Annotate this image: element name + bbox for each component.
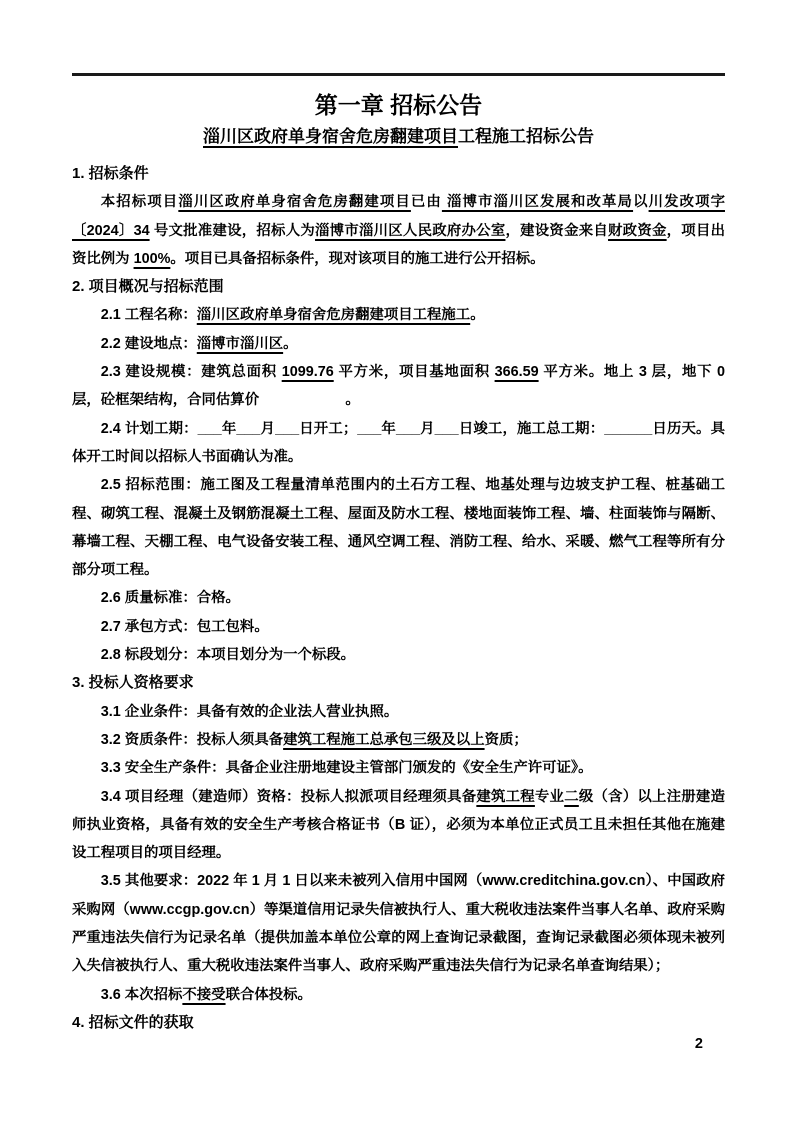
text-segment: 已由 — [410, 194, 442, 211]
text-segment: 平方米。地上 3 层，地下 0 层，砼框架结构，合同估算价 。 — [72, 364, 729, 409]
text-segment: 3.2 资质条件：投标人须具备 — [100, 731, 284, 748]
underlined-value: 淄川区政府单身宿舍危房翻建项目工程施工 — [196, 307, 471, 324]
section-2-heading — [72, 273, 725, 301]
clause-3-1-enterprise — [72, 698, 725, 726]
text-segment: 联合体投标。 — [225, 986, 312, 1003]
text-segment: 1. 招标条件 — [72, 165, 149, 182]
clause-3-5-other-requirements — [72, 867, 725, 980]
clause-2-2-location — [72, 330, 725, 358]
text-segment: 资质； — [484, 731, 528, 748]
text-segment: 本招标项目 — [100, 194, 179, 211]
text-segment: 。 — [283, 335, 298, 352]
text-segment: 级（含）以上注册建造师执业资格，具备有效的安全生产考核合格证书（B 证），必须为本单位正式员工且未担任其他在施建设工程项目的项目经理。 — [72, 788, 725, 862]
text-segment: 2.3 建设规模：建筑总面积 — [100, 364, 282, 381]
underlined-value: 建筑工程 — [476, 788, 535, 805]
underlined-value: 淄博市淄川区人民政府办公室 — [315, 222, 506, 239]
underlined-value: 二 — [564, 788, 579, 805]
underlined-value: 川发改项字〔2024〕34 — [72, 194, 725, 239]
text-segment: 4. 招标文件的获取 — [72, 1013, 194, 1031]
clause-3-4-project-manager — [72, 783, 725, 868]
text-segment: 2.7 承包方式：包工包料。 — [100, 618, 269, 635]
underlined-value: 淄博市淄川区发展和改革局 — [441, 194, 634, 211]
text-segment: 3.3 安全生产条件：具备企业注册地建设主管部门颁发的《安全生产许可证》。 — [100, 760, 593, 777]
page-number: 2 — [694, 1036, 703, 1052]
text-segment: 2.4 计划工期：___年___月___日开工；___年___月___日竣工，施工总工期：______日历天。具体开工时间以招标人书面确认为准。 — [72, 420, 725, 465]
chapter-title — [72, 88, 725, 122]
text-segment: 3.6 本次招标 — [100, 986, 183, 1003]
underlined-value: 1099.76 — [281, 364, 334, 381]
text-segment: 3. 投标人资格要求 — [72, 674, 194, 692]
clause-2-1-project-name — [72, 301, 725, 329]
underlined-value: 不接受 — [182, 986, 226, 1003]
underlined-value: 财政资金 — [608, 222, 667, 239]
underlined-value: 100% — [133, 250, 171, 267]
clause-3-3-safety — [72, 754, 725, 782]
underlined-value: 淄川区政府单身宿舍危房翻建项目 — [178, 194, 411, 211]
text-segment: 3.1 企业条件：具备有效的企业法人营业执照。 — [100, 703, 399, 720]
section-3-heading — [72, 669, 725, 697]
clause-3-6-no-consortium — [72, 981, 725, 1009]
doc-title — [72, 122, 725, 152]
underlined-value: 淄川区政府单身宿舍危房翻建项目 — [203, 127, 458, 146]
clause-2-6-quality — [72, 584, 725, 612]
text-segment: 以 — [633, 194, 649, 211]
text-segment: 2.6 质量标准：合格。 — [100, 590, 240, 607]
text-segment: 2.5 招标范围：施工图及工程量清单范围内的土石方工程、地基处理与边坡支护工程、桩基础工程、砌筑工程、混凝土及钢筋混凝土工程、屋面及防水工程、楼地面装饰工程、墙、柱面装饰与隔断、幕墙工程、天棚工程、电气设备安装工程、通风空调工程、消防工程、给水、采暖、燃气工程等所有分部分项工程。 — [72, 477, 725, 579]
text-segment: 第一章 招标公告 — [314, 92, 483, 118]
clause-2-3-scale — [72, 358, 729, 415]
section-1-conditions-para — [72, 188, 725, 273]
text-segment: 2. 项目概况与招标范围 — [72, 278, 224, 296]
text-segment: 专业 — [534, 788, 565, 805]
text-segment: 3.5 其他要求：2022 年 1 月 1 日以来未被列入信用中国网（www.creditchina.gov.cn）、中国政府采购网（www.ccgp.gov.cn）等渠道信用记录失信被执行人、重大税收违法案件当事人名单、政府采购严重违法失信行为记录名单（提供加盖本单位公章的网上查询记录截图，查询记录截图必须体现未被列入失信被执行人、重大税收违法案件当事人、政府采购严重违法失信行为记录名单查询结果）； — [72, 873, 725, 975]
underlined-value: 淄博市淄川区 — [196, 335, 284, 352]
text-segment: 号文批准建设，招标人为 — [149, 222, 316, 239]
text-segment: 工程施工招标公告 — [458, 127, 594, 146]
header-rule — [72, 73, 725, 76]
text-segment: 3.4 项目经理（建造师）资格：投标人拟派项目经理须具备 — [100, 788, 477, 805]
clause-2-5-scope — [72, 471, 725, 584]
underlined-value: 建筑工程施工总承包三级及以上 — [283, 731, 485, 748]
clause-2-7-contracting-mode — [72, 613, 725, 641]
clause-2-4-schedule — [72, 415, 725, 472]
text-segment: 2.1 工程名称： — [100, 307, 197, 324]
text-segment: ，项目出资比例为 — [72, 222, 725, 267]
text-segment: ，建设资金来自 — [505, 222, 609, 239]
text-segment: 2.8 标段划分：本项目划分为一个标段。 — [100, 647, 356, 664]
text-segment: 。项目已具备招标条件，现对该项目的施工进行公开招标。 — [170, 250, 545, 267]
section-1-heading — [72, 160, 725, 188]
text-segment: 平方米，项目基地面积 — [333, 364, 495, 381]
text-segment: 2.2 建设地点： — [100, 335, 197, 352]
underlined-value: 366.59 — [494, 364, 539, 381]
text-segment: 。 — [470, 307, 485, 324]
clause-3-2-qualification — [72, 726, 725, 754]
clause-2-8-lot-division — [72, 641, 725, 669]
document-body — [72, 88, 729, 1037]
